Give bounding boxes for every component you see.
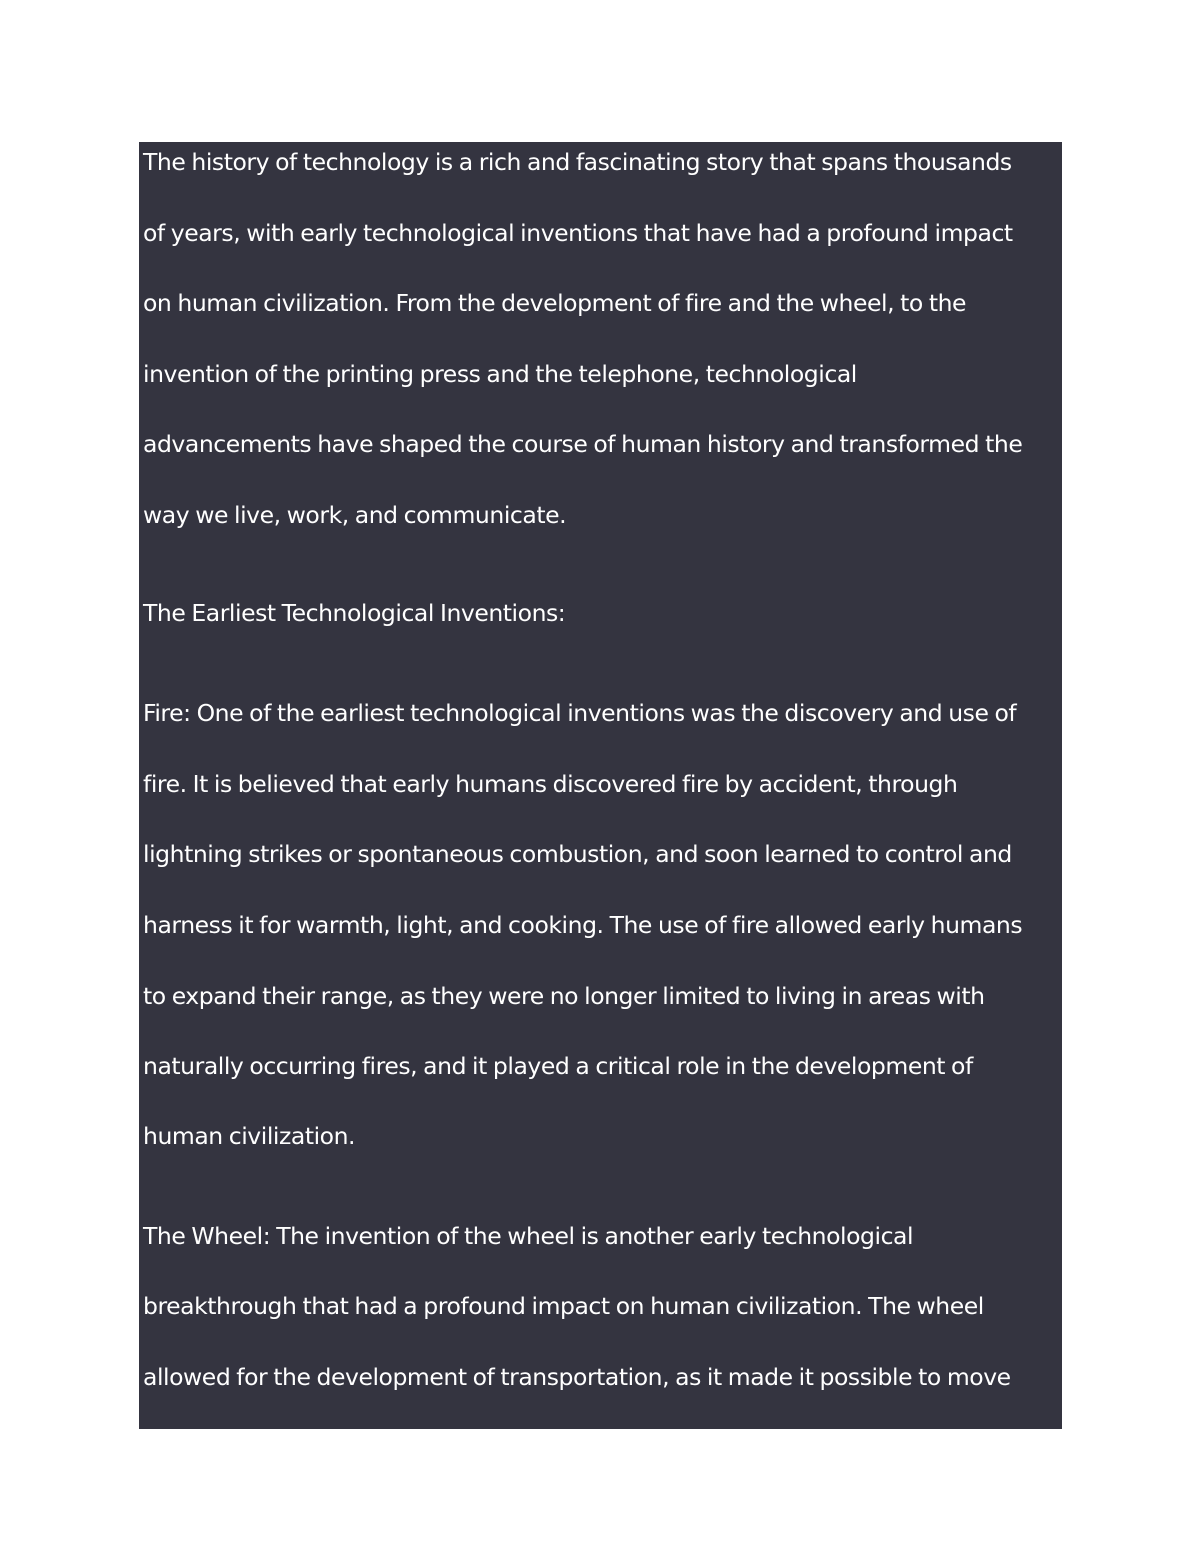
paragraph-intro-line: advancements have shaped the course of human history and transformed the [143,430,1023,458]
document-text-block [139,142,1062,1429]
paragraph-fire-line: harness it for warmth, light, and cooking. The use of fire allowed early humans [143,911,1023,939]
paragraph-wheel-line: breakthrough that had a profound impact on human civilization. The wheel [143,1292,984,1320]
paragraph-fire-line: human civilization. [143,1122,356,1150]
paragraph-intro-line: on human civilization. From the development of fire and the wheel, to the [143,289,967,317]
paragraph-intro-line: The history of technology is a rich and fascinating story that spans thousands [143,148,1012,176]
paragraph-fire-line: fire. It is believed that early humans discovered fire by accident, through [143,770,958,798]
paragraph-fire-line: naturally occurring fires, and it played a critical role in the development of [143,1052,973,1080]
paragraph-fire-line: to expand their range, as they were no longer limited to living in areas with [143,982,985,1010]
section-heading: The Earliest Technological Inventions: [143,599,566,627]
paragraph-intro-line: way we live, work, and communicate. [143,501,567,529]
paragraph-wheel-line: allowed for the development of transportation, as it made it possible to move [143,1363,1011,1391]
paragraph-intro-line: of years, with early technological inventions that have had a profound impact [143,219,1013,247]
paragraph-fire-line: lightning strikes or spontaneous combustion, and soon learned to control and [143,840,1012,868]
paragraph-fire-line: Fire: One of the earliest technological inventions was the discovery and use of [143,699,1017,727]
paragraph-wheel-line: The Wheel: The invention of the wheel is another early technological [143,1222,914,1250]
paragraph-intro-line: invention of the printing press and the telephone, technological [143,360,857,388]
